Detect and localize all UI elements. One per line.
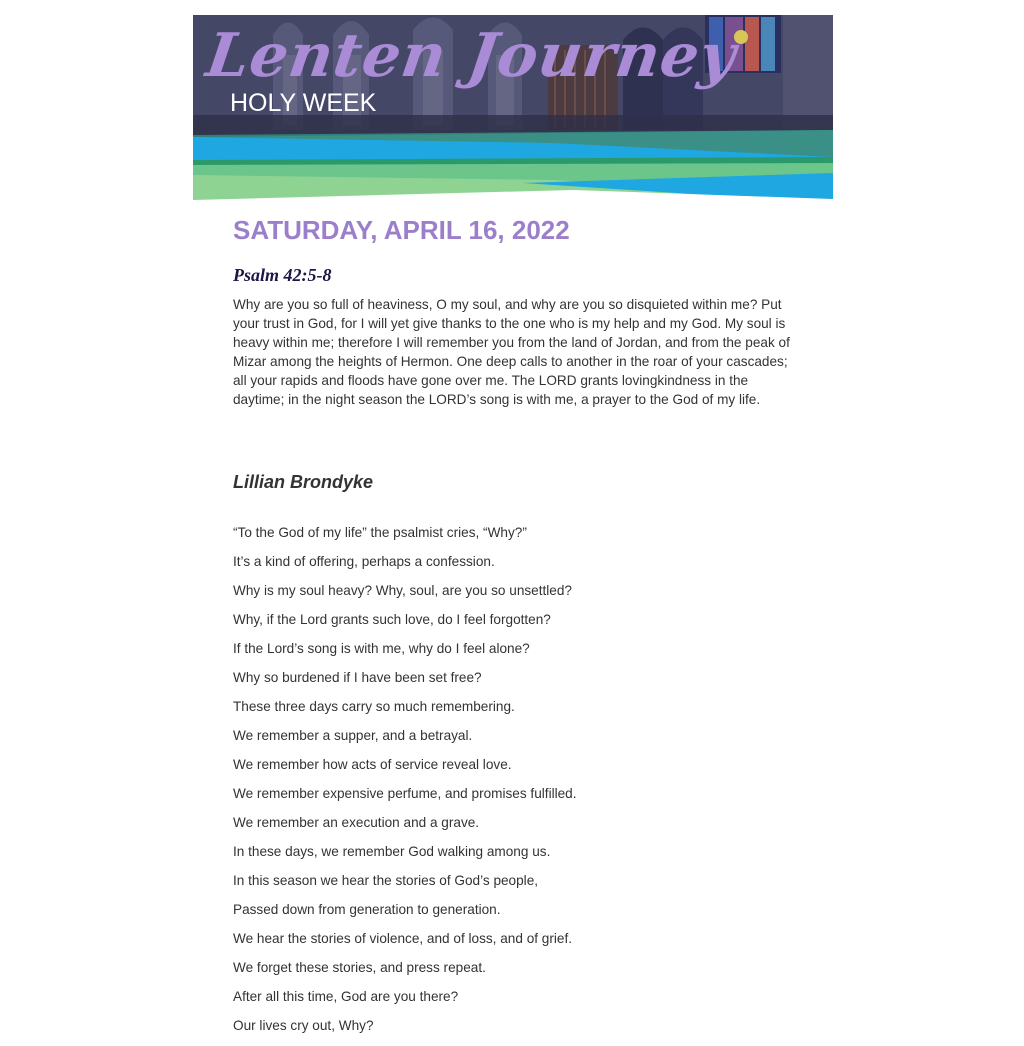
scripture-reference: Psalm 42:5-8 — [233, 265, 332, 285]
poem-line: Why, if the Lord grants such love, do I feel forgotten? — [233, 612, 551, 627]
poem-line: After all this time, God are you there? — [233, 989, 459, 1004]
poem-line: Our lives cry out, Why? — [233, 1018, 374, 1033]
reflection-poem — [233, 524, 793, 1046]
poem-line: In this season we hear the stories of God’s people, — [233, 873, 539, 888]
poem-line: In these days, we remember God walking among us. — [233, 844, 551, 859]
poem-line: If the Lord’s song is with me, why do I feel alone? — [233, 641, 530, 656]
banner-subtitle: HOLY WEEK — [230, 89, 377, 117]
poem-line: We remember a supper, and a betrayal. — [233, 728, 473, 743]
poem-line: Why so burdened if I have been set free? — [233, 670, 482, 685]
devotional-date: SATURDAY, APRIL 16, 2022 — [233, 215, 570, 245]
devotional-content — [233, 212, 793, 1046]
header-banner — [193, 15, 833, 200]
poem-line: We hear the stories of violence, and of loss, and of grief. — [233, 931, 573, 946]
poem-line: We remember expensive perfume, and promises fulfilled. — [233, 786, 577, 801]
poem-line: Why is my soul heavy? Why, soul, are you so unsettled? — [233, 583, 572, 598]
poem-line: We remember an execution and a grave. — [233, 815, 480, 830]
poem-line: Passed down from generation to generation. — [233, 902, 501, 917]
poem-line: It’s a kind of offering, perhaps a confession. — [233, 554, 495, 569]
poem-line: We remember how acts of service reveal love. — [233, 757, 512, 772]
poem-line: “To the God of my life” the psalmist cries, “Why?” — [233, 525, 527, 540]
poem-line: We forget these stories, and press repeat. — [233, 960, 486, 975]
banner-title: Lenten Journey — [202, 21, 741, 91]
scripture-text: Why are you so full of heaviness, O my soul, and why are you so disquieted within me? Put your trust in God, for I will yet give thanks to the one who is my help and my God. My soul is heavy within me; therefore I will remember you from the land of Jordan, and from the peak of Mizar among the heights of Hermon. One deep calls to another in the roar of your cascades; all your rapids and floods have gone over me. The LORD grants lovingkindness in the daytime; in the night season the LORD’s song is with me, a prayer to the God of my life. — [233, 297, 790, 407]
author-name: Lillian Brondyke — [233, 472, 374, 492]
poem-line: These three days carry so much remembering. — [233, 699, 515, 714]
